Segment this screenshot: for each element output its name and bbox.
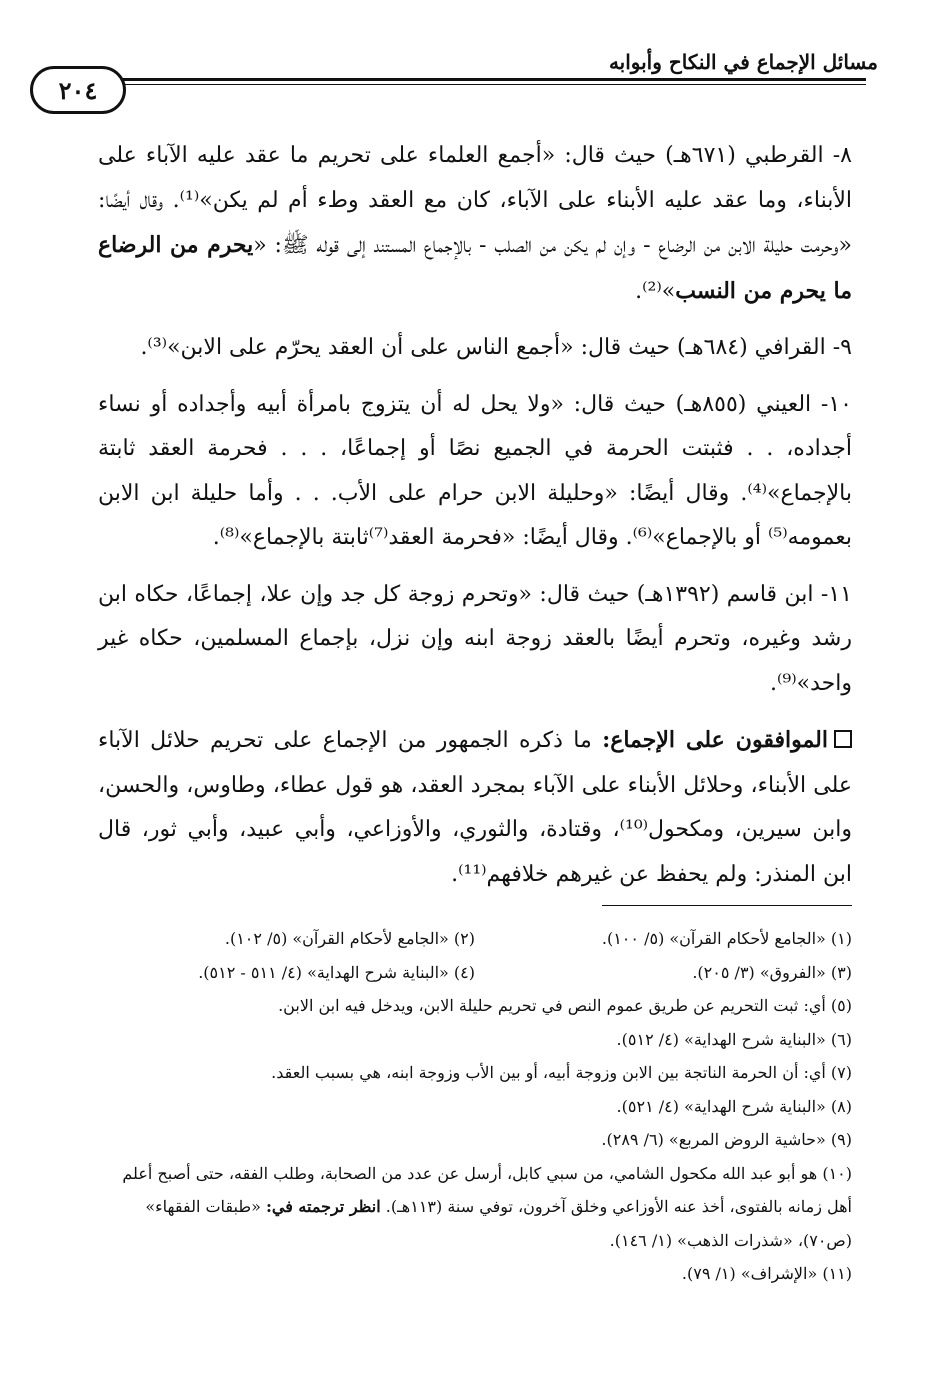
footnote-2: (٢) «الجامع لأحكام القرآن» (٥/ ١٠٢). xyxy=(224,929,475,948)
running-title: مسائل الإجماع في النكاح وأبوابه xyxy=(608,50,878,74)
footnote-rule xyxy=(602,905,852,906)
footnote-row xyxy=(98,956,852,990)
agreement-text: ما ذكره الجمهور من الإجماع على تحريم حلائل الآباء على الأبناء، وحلائل الأبناء على الآباء بمجرد العقد، هو قول عطاء، وطاوس، والحسن، وابن سيرين، ومكحول⁽¹⁰⁾، وقتادة، والثوري، والأوزاعي، وأبي عبيد، وأبي ثور، قال ابن المنذر: ولم يحفظ عن غيرهم خلافهم⁽¹¹⁾. xyxy=(98,728,852,887)
footnote-10-refs: «طبقات الفقهاء» (ص٧٠)، «شذرات الذهب» (١/ ١٤٦). xyxy=(145,1197,852,1250)
footnote-row xyxy=(98,922,852,956)
footnote-9: (٩) «حاشية الروض المربع» (٦/ ٢٨٩). xyxy=(601,1130,852,1149)
header-rule-thin xyxy=(96,84,866,85)
footnote-8: (٨) «البناية شرح الهداية» (٤/ ٥٢١). xyxy=(616,1096,852,1116)
main-text xyxy=(98,134,852,909)
paragraph-8-text: ٨- القرطبي (٦٧١هـ) حيث قال: «أجمع العلماء على تحريم ما عقد عليه الآباء على الأبناء، وما عقد عليه الأبناء على الآباء، كان مع العقد وطء أم لم يكن»⁽¹⁾. وقال أيضًا: «وحرمت حليلة الابن من الرضاع - وإن لم يكن من الصلب - بالإجماع المستند إلى قوله ﷺ: « xyxy=(98,143,853,258)
footnote-3: (٣) «الفروق» (٣/ ٢٠٥). xyxy=(692,962,852,982)
paragraph-8-end: »⁽²⁾. xyxy=(635,278,676,304)
square-bullet-icon xyxy=(834,730,852,748)
footnote-1: (١) «الجامع لأحكام القرآن» (٥/ ١٠٠). xyxy=(601,929,852,948)
footnote-6: (٦) «البناية شرح الهداية» (٤/ ٥١٢). xyxy=(616,1029,852,1049)
header-rule xyxy=(96,78,866,81)
paragraph-9: ٩- القرافي (٦٨٤هـ) حيث قال: «أجمع الناس على أن العقد يحرّم على الابن»⁽³⁾. xyxy=(140,335,852,360)
paragraph-10: ١٠- العيني (٨٥٥هـ) حيث قال: «ولا يحل له أن يتزوج بامرأة أبيه وأجداده أو نساء أجداده، . . فثبتت الحرمة في الجميع نصًا أو إجماعًا، . . . فحرمة العقد ثابتة بالإجماع»⁽⁴⁾. وقال أيضًا: «وحليلة الابن حرام على الأب. . . وأما حليلة ابن الابن بعمومه⁽⁵⁾ أو بالإجماع»⁽⁶⁾. وقال أيضًا: «فحرمة العقد⁽⁷⁾ثابتة بالإجماع»⁽⁸⁾. xyxy=(98,391,852,550)
footnote-10-text: (١٠) هو أبو عبد الله مكحول الشامي، من سبي كابل، أرسل عن عدد من الصحابة، وطلب الفقه، حتى أصبح أعلم أهل زمانه بالفتوى، أخذ عنه الأوزاعي وخلق آخرون، توفي سنة (١١٣هـ). xyxy=(122,1163,852,1216)
agreement-heading: الموافقون على الإجماع: xyxy=(602,727,828,753)
hadith-quote: يحرم من الرضاع ما يحرم من النسب xyxy=(98,232,852,304)
paragraph-11: ١١- ابن قاسم (١٣٩٢هـ) حيث قال: «وتحرم زوجة كل جد وإن علا، إجماعًا، حكاه ابن رشد وغيره، وتحرم أيضًا بالعقد زوجة ابنه وإن نزل، بإجماع المسلمين، حكاه غير واحد»⁽⁹⁾. xyxy=(98,581,852,696)
paragraph-8 xyxy=(98,134,852,314)
footnotes xyxy=(98,922,852,1291)
footnote-10-see: انظر ترجمته في: xyxy=(265,1197,381,1216)
footnote-4: (٤) «البناية شرح الهداية» (٤/ ٥١١ - ٥١٢). xyxy=(198,962,475,982)
agreement-paragraph xyxy=(98,718,852,897)
footnote-5: (٥) أي: ثبت التحريم عن طريق عموم النص في تحريم حليلة الابن، ويدخل فيه ابن الابن. xyxy=(278,996,852,1015)
footnote-10 xyxy=(98,1157,852,1258)
page-number: ٢٠٤ xyxy=(30,66,126,114)
footnote-11: (١١) «الإشراف» (١/ ٧٩). xyxy=(681,1264,852,1283)
footnote-7: (٧) أي: أن الحرمة الناتجة بين الابن وزوجة أبيه، أو بين الأب وزوجة ابنه، هي بسبب العقد. xyxy=(271,1063,852,1082)
